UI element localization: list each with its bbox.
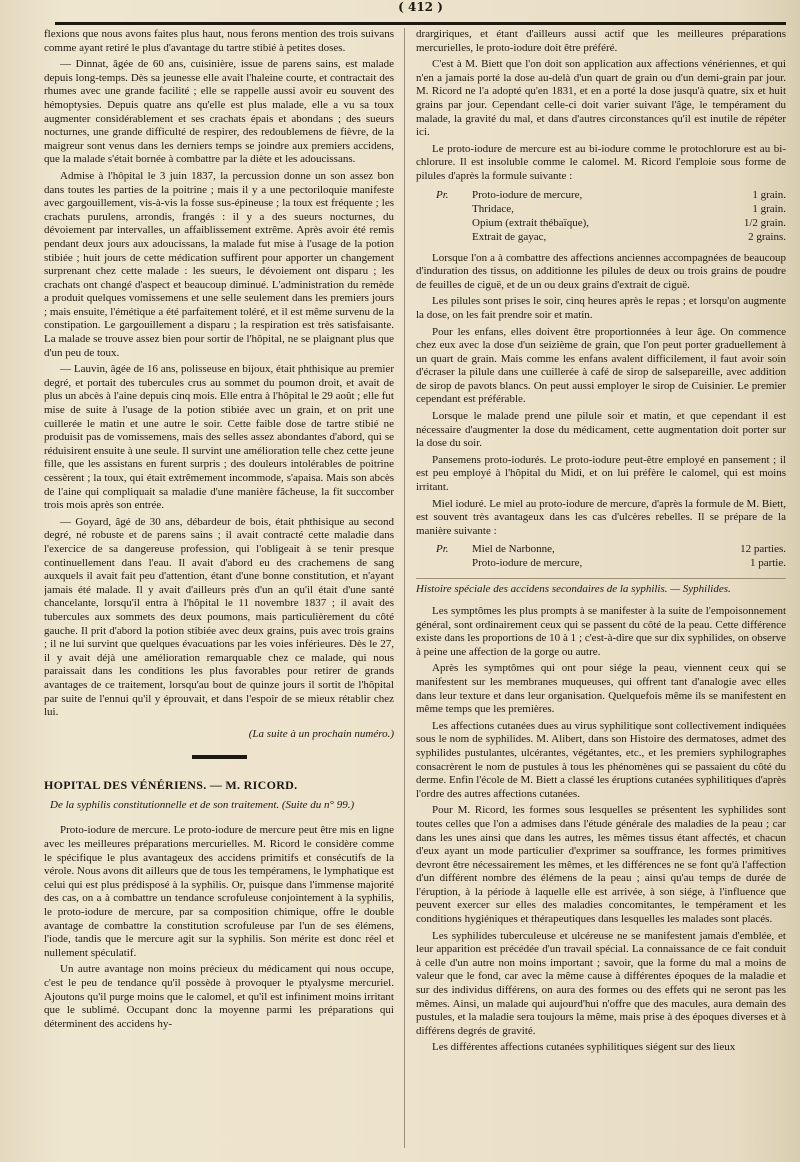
paragraph: Admise à l'hôpital le 3 juin 1837, la percussion donne un son assez bon dans toutes les parties de la poitrine ; mais il y a une pectoriloquie manifeste avec gargouillement, vis-à-vis la fosse sus-épineuse ; la toux est fréquente ; les crachats purulens, arrondis, frangés : il y a des sueurs nocturnes, du dévoiement par intervalles, un affaiblissement extrême. Après avoir été remis pendant deux jours aux adoucissans, la malade fut mise à l'usage de la potion stibiée ; huit jours de cette médication suffirent pour apporter un changement surprenant chez cette malade : les sueurs, le dévoiement ont disparu ; les crachats ont changé d'aspect et beaucoup diminué. L'administration du remède a produit quelques vomissemens et une selle seulement dans les premiers jours ; mais ensuite, l'émétique a été parfaitement toléré, et il est même survenu de la constipation. Le gargouillement a disparu ; la respiration est très satisfaisante. La malade se trouve assez bien pour sortir de l'hôpital, ne se plaignant plus que d'un peu de toux. [44, 169, 394, 359]
continued-note: (La suite à un prochain numéro.) [248, 727, 394, 740]
paragraph: Pour les enfans, elles doivent être proportionnées à leur âge. On commence chez eux avec la dose d'un seizième de grain, que l'on peut porter graduellement à un quart de grain. Mais comme les enfans avalent difficilement, il faut avoir soin d'écraser la pilule dans une cuillerée à café de sirop de salsepareille, avec addition de sirop de pavots blancs. On peut aussi employer le sirop de Cuisinier. Le premier cependant est préférable. [416, 325, 786, 406]
prescription-row: Proto-iodure de mercure, 1 partie. [472, 557, 786, 570]
paragraph: — Goyard, âgé de 30 ans, débardeur de bois, était phthisique au second degré, né robuste et de parens sains ; il avait contracté cette maladie dans l'exercice de sa dangereuse profession, qui l'obligeait à se tenir presque continuellement dans l'eau. Il avait d'abord eu des crachemens de sang auxquels il avait fait peu d'attention, étant d'une bonne constitution, et n'ayant jamais été malade. Il y avait d'ailleurs près d'un an qu'il était d'une santé chancelante, lorsqu'il entra à l'hôpital le 11 novembre 1837 ; il avait des tubercules aux sommets des deux poumons, mais particulièrement du côté gauche. Il prit d'abord la potion stibiée avec deux grains, puis avec trois grains ; il ne lui survint que quelques évacuations par les voies inférieures. Dès le 27, il y avait déjà une amélioration remarquable chez ce malade, qui nous paraissait dans les conditions les plus favorables pour retirer de grands avantages de ce traitement, lorsqu'au bout de quinze jours il sortit de l'hôpital par suite de l'ennui qu'il y éprouvait, et dans l'espoir de se mieux rétablir chez lui. [44, 515, 394, 719]
paragraph: drargiriques, et étant d'ailleurs aussi actif que les meilleures préparations mercurielles, le proto-iodure doit être préféré. [416, 28, 786, 54]
paragraph: Les syphilides tuberculeuse et ulcéreuse ne se manifestent jamais d'emblée, et leur apparition est précédée d'un travail spécial. La connaissance de ce fait conduit à celle d'un autre non moins important ; savoir, que la forme du mal a moins de valeur que le fond, car avec la même cause à différentes époques de la maladie et sur des individus différens, on aura des formes ou des effets qui ne seront pas les mêmes. Ainsi, un malade qui aujourd'hui n'offre que des macules, aura demain des pustules, et la maladie sera toujours la même, mais prise à des époques diverses et à différens degrés de gravité. [416, 929, 786, 1037]
page-number: ( 412 ) [390, 0, 451, 14]
prescription-row: Thridace, 1 grain. [472, 202, 786, 215]
prescription-pills [416, 188, 786, 244]
prescription-row: Pr. Miel de Narbonne, 12 parties. [436, 543, 786, 556]
paragraph: Miel ioduré. Le miel au proto-iodure de mercure, d'après la formule de M. Biett, est souvent très avantageux dans les cas d'ulcères rebelles. Il se prépare de la manière suivante : [416, 497, 786, 537]
paragraph: C'est à M. Biett que l'on doit son application aux affections vénériennes, et qui n'en a jamais porté la dose au-delà d'un quart de grain ou d'un demi-grain par jour. M. Ricord ne l'a adopté qu'en 1831, et en a porté la dose jusqu'à quatre, six et huit grains par jour. Cependant celle-ci doit varier suivant l'âge, le tempérament du malade, la gravité du mal, et dans d'autres circonstances qu'il est inutile de répéter ici. [416, 58, 786, 139]
section-separator [192, 755, 247, 759]
paragraph: — Lauvin, âgée de 16 ans, polisseuse en bijoux, était phthisique au premier degré, et portait des tubercules crus au sommet du poumon droit, et avait de plus un abcès à l'aine depuis cinq mois. Elle entra à l'hôpital le 29 août ; elle fut mise de suite à l'usage de la potion stibiée avec un grain, et on prit une cuillerée le matin et une autre le soir. Cette faible dose de tartre stibié ne produisit pas de vomissemens, mais des selles assez abondantes d'abord, qui se réduisirent ensuite à une seule. Il survint une amélioration telle chez cette jeune fille, que les assistans en furent surpris ; des douleurs intolérables de poitrine cessèrent ; la toux, qui était extrêmement incommode, s'apaisa. Mais son abcès de l'aine qui compliquait sa maladie d'une manière fâcheuse, la fit succomber trois mois après son entrée. [44, 363, 394, 512]
column-divider [404, 28, 405, 1148]
page-header [55, 0, 786, 25]
paragraph: Lorsque l'on a à combattre des affections anciennes accompagnées de beaucoup d'induration des tissus, on additionne les pilules de deux ou trois grains de poudre de feuilles de ciguë, et de un ou deux grains d'extrait de ciguë. [416, 251, 786, 291]
paragraph: Pour M. Ricord, les formes sous lesquelles se présentent les syphilides sont toutes celles que l'on a admises dans l'étude générale des maladies de la peau ; car dans les unes ainsi que dans les autres, les mêmes tissus étant affectés, et chacun d'eux ayant un mode particulier d'exprimer sa souffrance, les formes primitives devront être nécessairement les mêmes, et les différences ne se font qu'à l'affection d'un différent nombre des élémens de la peau ; ainsi qu'au temps de durée de l'éruption, à la période à laquelle elle est arrivée, à son siége, à l'influence que peuvent exercer sur elles des maladies concomitantes, le tempérament et les conditions hygiéniques et thérapeutiques dans lesquelles les malades sont placés. [416, 804, 786, 926]
paragraph: — Dinnat, âgée de 60 ans, cuisinière, issue de parens sains, est malade depuis long-temps. Dès sa jeunesse elle avait l'haleine courte, et contractait des rhumes avec une grande facilité ; elle se rappelle aussi avoir eu souvent des hémoptysies. Depuis quatre ans qu'elle est plus malade, elle a vu sa toux augmenter considérablement et ses crachats épais et abondans ; des sueurs nocturnes, une grande difficulté de respirer, des redoublemens de fièvre, de la maigreur sont venus dans les derniers temps se joindre aux premiers accidens, que la malade s'était bornée à combattre par la diète et les adoucissans. [44, 58, 394, 166]
paragraph: Les différentes affections cutanées syphilitiques siégent sur des lieux [432, 1041, 736, 1054]
paragraph: Proto-iodure de mercure. Le proto-iodure de mercure peut être mis en ligne avec les meilleures préparations mercurielles. M. Ricord le considère comme le spécifique le plus avantageux des accidens primitifs et consécutifs de la vérole. Nous avons dit ailleurs que de tous les tempéramens, le lymphatique est celui qui est plus prédisposé à la syphilis. Or, puisque dans l'immense majorité des cas, on a à combattre un tendance scrofuleuse conjointement à la syphilis, le proto-iodure de mercure, par sa composition chimique, offre le double avantage de combattre la constitution scrofuleuse par l'un de ses élémens, l'iode, tandis que le mercure agit sur la syphilis. Son mérite est donc réel et nullement spéculatif. [44, 824, 394, 959]
section-title: HOPITAL DES VÉNÉRIENS. — M. RICORD. [44, 778, 298, 793]
paragraph: Les symptômes les plus prompts à se manifester à la suite de l'empoisonnement général, sont ordinairement ceux qui se passent du côté de la peau. Cette différence existe dans les proportions de 10 à 1 ; c'est-à-dire que sur dix syphilides, on observe à peine une affection de la gorge ou autre. [416, 605, 786, 658]
left-column [44, 28, 394, 1153]
prescription-honey [416, 542, 786, 570]
subsection-heading: Histoire spéciale des accidens secondaires de la syphilis. — Syphilides. [416, 578, 786, 597]
paragraph: Un autre avantage non moins précieux du médicament qui nous occupe, c'est le peu de tendance qu'il possède à provoquer le ptyalysme mercuriel. Ajoutons qu'il purge moins que le calomel, et qu'il est infiniment moins irritant que le sublimé. Occupant donc la moyenne parmi les préparations qui déterminent des accidens hy- [44, 963, 394, 1030]
paragraph: flexions que nous avons faites plus haut, nous ferons mention des trois suivans comme ayant retiré le plus d'avantage du tartre stibié à petites doses. [44, 28, 394, 54]
paragraph: Après les symptômes qui ont pour siége la peau, viennent ceux qui se manifestent sur les membranes muqueuses, qui offrent tant d'analogie avec elles dans leur texture et dans leur organisation. Quelquefois même ils se manifestent en même temps que les premières. [416, 662, 786, 716]
paragraph: Le proto-iodure de mercure est au bi-iodure comme le protochlorure est au bi-chlorure. Il est insoluble comme le calomel. M. Ricord l'emploie sous forme de pilules d'après la formule suivante : [416, 142, 786, 182]
section-subtitle: De la syphilis constitutionnelle et de son traitement. (Suite du n° 99.) [50, 798, 355, 811]
prescription-row: Extrait de gayac, 2 grains. [472, 230, 786, 243]
paragraph: Les affections cutanées dues au virus syphilitique sont collectivement indiquées sous le nom de syphilides. M. Alibert, dans son Histoire des dermatoses, admet des syphilides pustulantes, ulcérantes, végétantes, etc., et les premiers syphilographes consacrèrent le nom de pustules à tous les phénomènes qui se passaient du côté du derme. Enfin l'école de M. Biett a classé les éruptions cutanées syphilitiques d'après l'ordre des autres affections cutanées. [416, 719, 786, 800]
prescription-row: Opium (extrait thébaïque), 1/2 grain. [472, 216, 786, 229]
paragraph: Pansemens proto-iodurés. Le proto-iodure peut-être employé en pansement ; il est peu employé à l'hôpital du Midi, et on lui préfère le calomel, qui est moins irritant. [416, 453, 786, 494]
prescription-row: Pr. Proto-iodure de mercure, 1 grain. [436, 188, 786, 201]
paragraph: Lorsque le malade prend une pilule soir et matin, et que cependant il est nécessaire d'augmenter la dose du médicament, cette augmentation doit porter sur la dose du soir. [416, 410, 786, 450]
paragraph: Les pilules sont prises le soir, cinq heures après le repas ; et lorsqu'on augmente la dose, on les fait prendre soir et matin. [416, 295, 786, 321]
right-column [416, 28, 786, 1153]
